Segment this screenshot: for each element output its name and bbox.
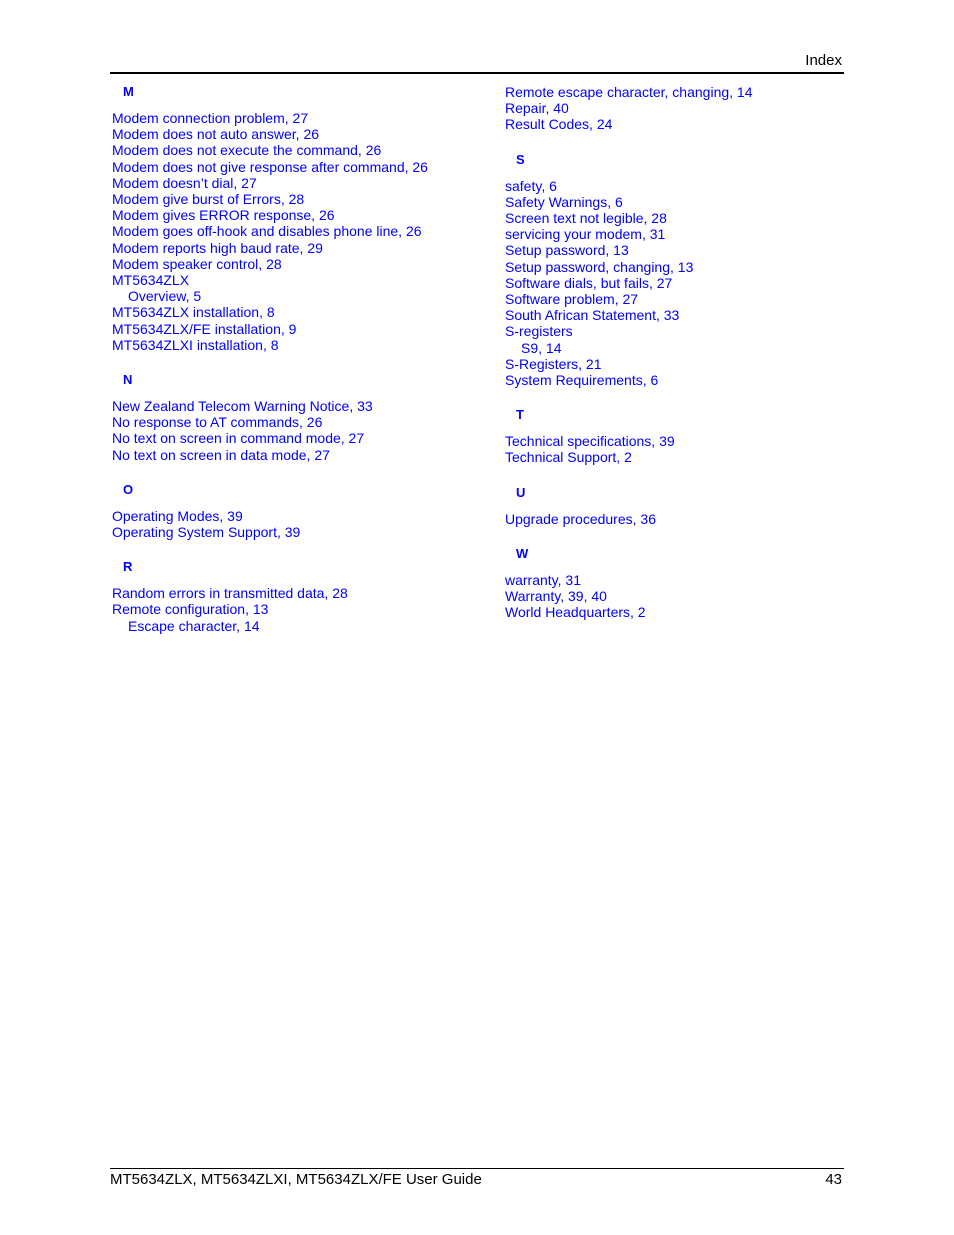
index-entry-link[interactable]: Result Codes, 24 <box>505 116 613 133</box>
index-entry-link[interactable]: MT5634ZLXI installation, 8 <box>112 336 279 353</box>
index-entry-link[interactable]: Modem goes off-hook and disables phone line, 26 <box>112 223 422 240</box>
index-entry-link[interactable]: MT5634ZLX/FE installation, 9 <box>112 320 297 337</box>
index-entry-link[interactable]: Technical specifications, 39 <box>505 433 675 450</box>
index-entry-link[interactable]: Random errors in transmitted data, 28 <box>112 585 348 602</box>
index-entry-link[interactable]: Screen text not legible, 28 <box>505 210 667 227</box>
index-entry-link[interactable]: Setup password, 13 <box>505 242 629 259</box>
running-header-title: Index <box>805 52 842 69</box>
index-entry-link[interactable]: Modem doesn’t dial, 27 <box>112 174 257 191</box>
header-rule <box>110 72 844 74</box>
index-entry-link[interactable]: South African Statement, 33 <box>505 307 680 324</box>
index-section <box>112 559 492 634</box>
index-column-right <box>505 84 885 639</box>
index-section-letter: R <box>123 559 133 575</box>
index-entry-link[interactable]: Remote escape character, changing, 14 <box>505 84 753 100</box>
index-entry-link[interactable]: Remote configuration, 13 <box>112 601 269 618</box>
index-section <box>505 485 885 527</box>
index-section-letter: W <box>516 545 529 561</box>
index-entry-link[interactable]: S-registers <box>505 323 573 340</box>
index-entry-link[interactable]: MT5634ZLX <box>112 272 190 289</box>
index-entry-link[interactable]: World Headquarters, 2 <box>505 604 646 621</box>
index-entry-link[interactable]: Software dials, but fails, 27 <box>505 274 673 291</box>
index-section <box>505 84 885 133</box>
index-subentry-link[interactable]: S9, 14 <box>521 339 562 356</box>
index-entry-link[interactable]: Software problem, 27 <box>505 291 639 308</box>
index-section-letter: N <box>123 372 133 388</box>
index-entry-link[interactable]: Modem connection problem, 27 <box>112 110 309 126</box>
footer-page-number: 43 <box>825 1171 842 1188</box>
index-entry-link[interactable]: Modem gives ERROR response, 26 <box>112 207 335 224</box>
index-section <box>505 546 885 621</box>
index-entry-link[interactable]: servicing your modem, 31 <box>505 226 666 243</box>
index-section-letter: U <box>516 484 526 500</box>
index-entry-link[interactable]: Warranty, 39, 40 <box>505 588 607 605</box>
index-entry-link[interactable]: Modem give burst of Errors, 28 <box>112 191 305 208</box>
index-entry-link[interactable]: Repair, 40 <box>505 100 569 117</box>
index-entry-link[interactable]: Operating System Support, 39 <box>112 524 301 541</box>
index-entry-link[interactable]: System Requirements, 6 <box>505 372 659 389</box>
index-section <box>112 482 492 540</box>
index-entry-link[interactable]: Modem does not give response after command, 26 <box>112 158 428 175</box>
index-entry-link[interactable]: No text on screen in data mode, 27 <box>112 446 330 463</box>
index-subentry-link[interactable]: Escape character, 14 <box>128 617 260 634</box>
index-entry-link[interactable]: safety, 6 <box>505 177 557 194</box>
index-entry-link[interactable]: Operating Modes, 39 <box>112 507 243 524</box>
index-entry-link[interactable]: Safety Warnings, 6 <box>505 193 623 210</box>
index-entry-link[interactable]: Modem reports high baud rate, 29 <box>112 239 323 256</box>
index-section <box>505 407 885 465</box>
footer-guide-title: MT5634ZLX, MT5634ZLXI, MT5634ZLX/FE User Guide <box>110 1171 482 1188</box>
index-section <box>112 372 492 463</box>
index-section <box>505 152 885 389</box>
index-entry-link[interactable]: Upgrade procedures, 36 <box>505 510 656 527</box>
index-section-letter: S <box>516 151 525 167</box>
index-entry-link[interactable]: warranty, 31 <box>505 571 581 588</box>
index-entry-link[interactable]: Modem does not execute the command, 26 <box>112 142 382 159</box>
index-section-letter: O <box>123 481 134 497</box>
index-entry-link[interactable]: Technical Support, 2 <box>505 449 632 466</box>
index-subentry-link[interactable]: Overview, 5 <box>128 288 202 305</box>
index-entry-link[interactable]: No response to AT commands, 26 <box>112 414 323 431</box>
index-entry-link[interactable]: MT5634ZLX installation, 8 <box>112 304 275 321</box>
index-column-left <box>112 84 492 653</box>
index-section-letter: M <box>123 84 134 99</box>
index-entry-link[interactable]: No text on screen in command mode, 27 <box>112 430 365 447</box>
index-entry-link[interactable]: Modem does not auto answer, 26 <box>112 126 320 143</box>
index-entry-link[interactable]: S-Registers, 21 <box>505 355 602 372</box>
index-section-letter: T <box>516 407 524 423</box>
index-entry-link[interactable]: Setup password, changing, 13 <box>505 258 694 275</box>
index-entry-link[interactable]: Modem speaker control, 28 <box>112 255 282 272</box>
index-entry-link[interactable]: New Zealand Telecom Warning Notice, 33 <box>112 398 373 415</box>
footer-rule <box>110 1168 844 1169</box>
index-section <box>112 84 492 353</box>
